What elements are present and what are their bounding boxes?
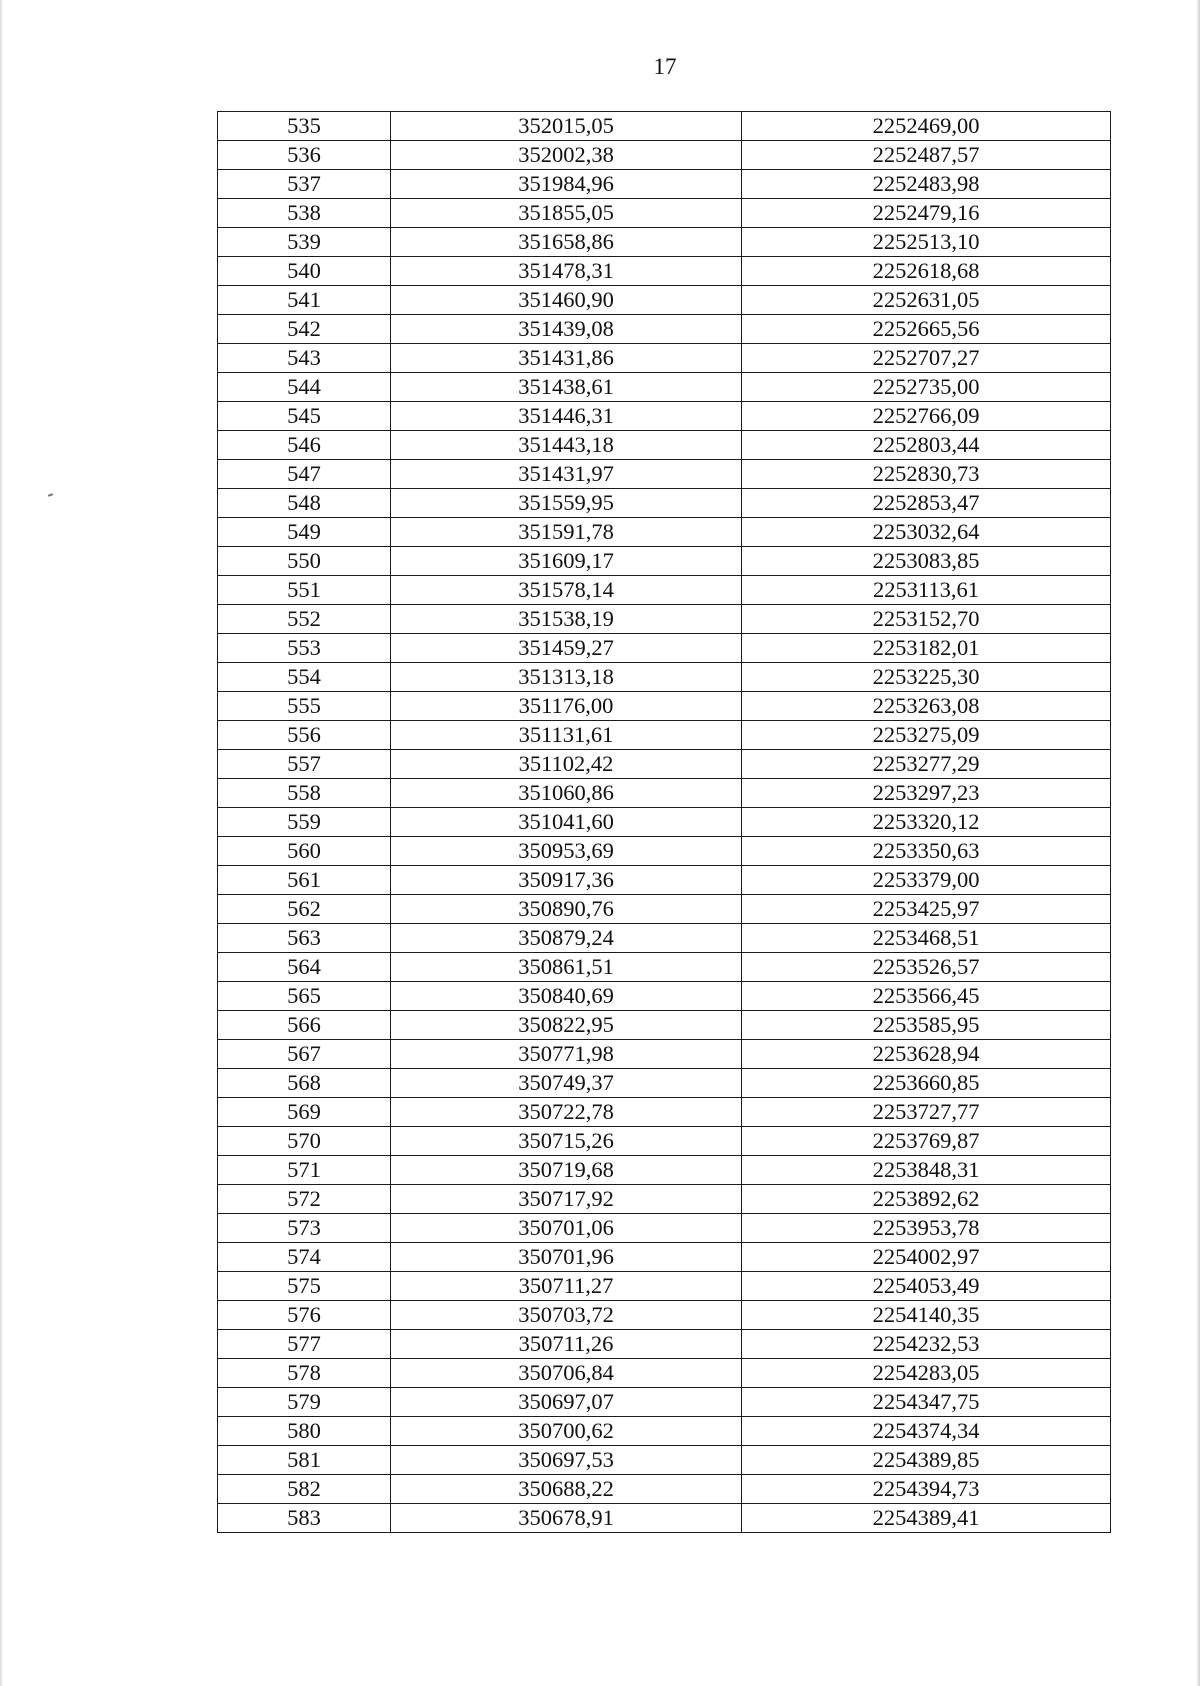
point-number-cell: 570 (218, 1127, 391, 1156)
table-row (218, 402, 1111, 431)
point-number-cell: 563 (218, 924, 391, 953)
point-number-cell: 581 (218, 1446, 391, 1475)
point-number-cell: 542 (218, 315, 391, 344)
table-row (218, 112, 1111, 141)
y-coordinate-cell: 2254347,75 (742, 1388, 1111, 1417)
table-row (218, 895, 1111, 924)
table-row (218, 1156, 1111, 1185)
table-row (218, 953, 1111, 982)
x-coordinate-cell: 351438,61 (391, 373, 742, 402)
table-row (218, 1359, 1111, 1388)
y-coordinate-cell: 2253350,63 (742, 837, 1111, 866)
point-number-cell: 567 (218, 1040, 391, 1069)
table-row (218, 460, 1111, 489)
x-coordinate-cell: 350688,22 (391, 1475, 742, 1504)
y-coordinate-cell: 2253628,94 (742, 1040, 1111, 1069)
x-coordinate-cell: 350861,51 (391, 953, 742, 982)
y-coordinate-cell: 2252469,00 (742, 112, 1111, 141)
table-row (218, 1417, 1111, 1446)
x-coordinate-cell: 351431,86 (391, 344, 742, 373)
x-coordinate-cell: 350879,24 (391, 924, 742, 953)
table-row (218, 721, 1111, 750)
x-coordinate-cell: 350822,95 (391, 1011, 742, 1040)
point-number-cell: 568 (218, 1069, 391, 1098)
point-number-cell: 560 (218, 837, 391, 866)
x-coordinate-cell: 351443,18 (391, 431, 742, 460)
point-number-cell: 557 (218, 750, 391, 779)
y-coordinate-cell: 2252853,47 (742, 489, 1111, 518)
y-coordinate-cell: 2253032,64 (742, 518, 1111, 547)
x-coordinate-cell: 351478,31 (391, 257, 742, 286)
y-coordinate-cell: 2253566,45 (742, 982, 1111, 1011)
x-coordinate-cell: 351459,27 (391, 634, 742, 663)
table-row (218, 837, 1111, 866)
x-coordinate-cell: 351041,60 (391, 808, 742, 837)
y-coordinate-cell: 2253320,12 (742, 808, 1111, 837)
table-row (218, 547, 1111, 576)
point-number-cell: 549 (218, 518, 391, 547)
x-coordinate-cell: 351658,86 (391, 228, 742, 257)
y-coordinate-cell: 2253379,00 (742, 866, 1111, 895)
y-coordinate-cell: 2252483,98 (742, 170, 1111, 199)
table-row (218, 1446, 1111, 1475)
table-row (218, 779, 1111, 808)
x-coordinate-cell: 350701,06 (391, 1214, 742, 1243)
y-coordinate-cell: 2254002,97 (742, 1243, 1111, 1272)
table-row (218, 141, 1111, 170)
y-coordinate-cell: 2253892,62 (742, 1185, 1111, 1214)
x-coordinate-cell: 352002,38 (391, 141, 742, 170)
y-coordinate-cell: 2252830,73 (742, 460, 1111, 489)
point-number-cell: 555 (218, 692, 391, 721)
table-row (218, 1127, 1111, 1156)
x-coordinate-cell: 350890,76 (391, 895, 742, 924)
table-row (218, 1504, 1111, 1533)
point-number-cell: 547 (218, 460, 391, 489)
point-number-cell: 579 (218, 1388, 391, 1417)
x-coordinate-cell: 350917,36 (391, 866, 742, 895)
table-row (218, 1243, 1111, 1272)
point-number-cell: 539 (218, 228, 391, 257)
table-row (218, 576, 1111, 605)
table-row (218, 1301, 1111, 1330)
x-coordinate-cell: 351591,78 (391, 518, 742, 547)
y-coordinate-cell: 2252735,00 (742, 373, 1111, 402)
y-coordinate-cell: 2253113,61 (742, 576, 1111, 605)
x-coordinate-cell: 351609,17 (391, 547, 742, 576)
table-row (218, 924, 1111, 953)
y-coordinate-cell: 2252479,16 (742, 199, 1111, 228)
table-row (218, 518, 1111, 547)
x-coordinate-cell: 351855,05 (391, 199, 742, 228)
x-coordinate-cell: 350715,26 (391, 1127, 742, 1156)
table-row (218, 199, 1111, 228)
y-coordinate-cell: 2254232,53 (742, 1330, 1111, 1359)
point-number-cell: 556 (218, 721, 391, 750)
table-row (218, 1330, 1111, 1359)
x-coordinate-cell: 351559,95 (391, 489, 742, 518)
table-row (218, 170, 1111, 199)
point-number-cell: 575 (218, 1272, 391, 1301)
table-row (218, 1185, 1111, 1214)
table-row (218, 866, 1111, 895)
table-row (218, 286, 1111, 315)
y-coordinate-cell: 2254394,73 (742, 1475, 1111, 1504)
y-coordinate-cell: 2253297,23 (742, 779, 1111, 808)
y-coordinate-cell: 2253526,57 (742, 953, 1111, 982)
point-number-cell: 572 (218, 1185, 391, 1214)
y-coordinate-cell: 2254389,85 (742, 1446, 1111, 1475)
y-coordinate-cell: 2253953,78 (742, 1214, 1111, 1243)
point-number-cell: 569 (218, 1098, 391, 1127)
x-coordinate-cell: 350722,78 (391, 1098, 742, 1127)
y-coordinate-cell: 2253263,08 (742, 692, 1111, 721)
point-number-cell: 553 (218, 634, 391, 663)
table-row (218, 1388, 1111, 1417)
table-row (218, 1069, 1111, 1098)
table-row (218, 1214, 1111, 1243)
y-coordinate-cell: 2252618,68 (742, 257, 1111, 286)
point-number-cell: 544 (218, 373, 391, 402)
table-row (218, 315, 1111, 344)
y-coordinate-cell: 2253468,51 (742, 924, 1111, 953)
y-coordinate-cell: 2253848,31 (742, 1156, 1111, 1185)
point-number-cell: 537 (218, 170, 391, 199)
point-number-cell: 551 (218, 576, 391, 605)
x-coordinate-cell: 351460,90 (391, 286, 742, 315)
point-number-cell: 566 (218, 1011, 391, 1040)
point-number-cell: 552 (218, 605, 391, 634)
x-coordinate-cell: 350697,07 (391, 1388, 742, 1417)
point-number-cell: 554 (218, 663, 391, 692)
y-coordinate-cell: 2253275,09 (742, 721, 1111, 750)
point-number-cell: 578 (218, 1359, 391, 1388)
y-coordinate-cell: 2254374,34 (742, 1417, 1111, 1446)
table-row (218, 605, 1111, 634)
x-coordinate-cell: 350678,91 (391, 1504, 742, 1533)
y-coordinate-cell: 2254283,05 (742, 1359, 1111, 1388)
x-coordinate-cell: 351984,96 (391, 170, 742, 199)
table-row (218, 344, 1111, 373)
table-row (218, 692, 1111, 721)
x-coordinate-cell: 350749,37 (391, 1069, 742, 1098)
table-row (218, 431, 1111, 460)
table-row (218, 1098, 1111, 1127)
x-coordinate-cell: 350703,72 (391, 1301, 742, 1330)
table-row (218, 1040, 1111, 1069)
y-coordinate-cell: 2253425,97 (742, 895, 1111, 924)
y-coordinate-cell: 2252513,10 (742, 228, 1111, 257)
table-row (218, 634, 1111, 663)
point-number-cell: 577 (218, 1330, 391, 1359)
x-coordinate-cell: 350719,68 (391, 1156, 742, 1185)
y-coordinate-cell: 2252803,44 (742, 431, 1111, 460)
x-coordinate-cell: 350697,53 (391, 1446, 742, 1475)
point-number-cell: 574 (218, 1243, 391, 1272)
point-number-cell: 562 (218, 895, 391, 924)
x-coordinate-cell: 350771,98 (391, 1040, 742, 1069)
point-number-cell: 561 (218, 866, 391, 895)
coordinates-table-body (218, 112, 1111, 1533)
y-coordinate-cell: 2254140,35 (742, 1301, 1111, 1330)
point-number-cell: 541 (218, 286, 391, 315)
point-number-cell: 559 (218, 808, 391, 837)
y-coordinate-cell: 2253585,95 (742, 1011, 1111, 1040)
table-row (218, 489, 1111, 518)
table-row (218, 1272, 1111, 1301)
point-number-cell: 546 (218, 431, 391, 460)
scan-speck (48, 493, 53, 497)
table-row (218, 228, 1111, 257)
scan-edge-right (1196, 0, 1200, 1686)
y-coordinate-cell: 2253225,30 (742, 663, 1111, 692)
point-number-cell: 573 (218, 1214, 391, 1243)
x-coordinate-cell: 351538,19 (391, 605, 742, 634)
y-coordinate-cell: 2253277,29 (742, 750, 1111, 779)
scan-edge-left (0, 0, 3, 1686)
table-row (218, 663, 1111, 692)
x-coordinate-cell: 351313,18 (391, 663, 742, 692)
point-number-cell: 535 (218, 112, 391, 141)
x-coordinate-cell: 351439,08 (391, 315, 742, 344)
table-row (218, 808, 1111, 837)
x-coordinate-cell: 351131,61 (391, 721, 742, 750)
coordinates-table (217, 111, 1111, 1533)
y-coordinate-cell: 2252766,09 (742, 402, 1111, 431)
y-coordinate-cell: 2253083,85 (742, 547, 1111, 576)
y-coordinate-cell: 2253152,70 (742, 605, 1111, 634)
point-number-cell: 565 (218, 982, 391, 1011)
point-number-cell: 545 (218, 402, 391, 431)
point-number-cell: 564 (218, 953, 391, 982)
point-number-cell: 550 (218, 547, 391, 576)
y-coordinate-cell: 2254389,41 (742, 1504, 1111, 1533)
x-coordinate-cell: 351176,00 (391, 692, 742, 721)
x-coordinate-cell: 350717,92 (391, 1185, 742, 1214)
x-coordinate-cell: 350711,27 (391, 1272, 742, 1301)
point-number-cell: 583 (218, 1504, 391, 1533)
point-number-cell: 540 (218, 257, 391, 286)
point-number-cell: 543 (218, 344, 391, 373)
y-coordinate-cell: 2253727,77 (742, 1098, 1111, 1127)
y-coordinate-cell: 2252631,05 (742, 286, 1111, 315)
x-coordinate-cell: 351060,86 (391, 779, 742, 808)
y-coordinate-cell: 2253769,87 (742, 1127, 1111, 1156)
point-number-cell: 558 (218, 779, 391, 808)
y-coordinate-cell: 2254053,49 (742, 1272, 1111, 1301)
point-number-cell: 536 (218, 141, 391, 170)
y-coordinate-cell: 2253660,85 (742, 1069, 1111, 1098)
point-number-cell: 548 (218, 489, 391, 518)
point-number-cell: 538 (218, 199, 391, 228)
table-row (218, 750, 1111, 779)
table-row (218, 257, 1111, 286)
x-coordinate-cell: 352015,05 (391, 112, 742, 141)
x-coordinate-cell: 350711,26 (391, 1330, 742, 1359)
point-number-cell: 582 (218, 1475, 391, 1504)
table-row (218, 1011, 1111, 1040)
point-number-cell: 571 (218, 1156, 391, 1185)
point-number-cell: 576 (218, 1301, 391, 1330)
y-coordinate-cell: 2252487,57 (742, 141, 1111, 170)
table-row (218, 373, 1111, 402)
x-coordinate-cell: 350700,62 (391, 1417, 742, 1446)
y-coordinate-cell: 2253182,01 (742, 634, 1111, 663)
x-coordinate-cell: 351102,42 (391, 750, 742, 779)
y-coordinate-cell: 2252665,56 (742, 315, 1111, 344)
x-coordinate-cell: 350701,96 (391, 1243, 742, 1272)
point-number-cell: 580 (218, 1417, 391, 1446)
x-coordinate-cell: 350953,69 (391, 837, 742, 866)
y-coordinate-cell: 2252707,27 (742, 344, 1111, 373)
x-coordinate-cell: 350706,84 (391, 1359, 742, 1388)
table-row (218, 1475, 1111, 1504)
x-coordinate-cell: 350840,69 (391, 982, 742, 1011)
x-coordinate-cell: 351578,14 (391, 576, 742, 605)
page-number: 17 (653, 54, 677, 79)
x-coordinate-cell: 351446,31 (391, 402, 742, 431)
table-row (218, 982, 1111, 1011)
x-coordinate-cell: 351431,97 (391, 460, 742, 489)
